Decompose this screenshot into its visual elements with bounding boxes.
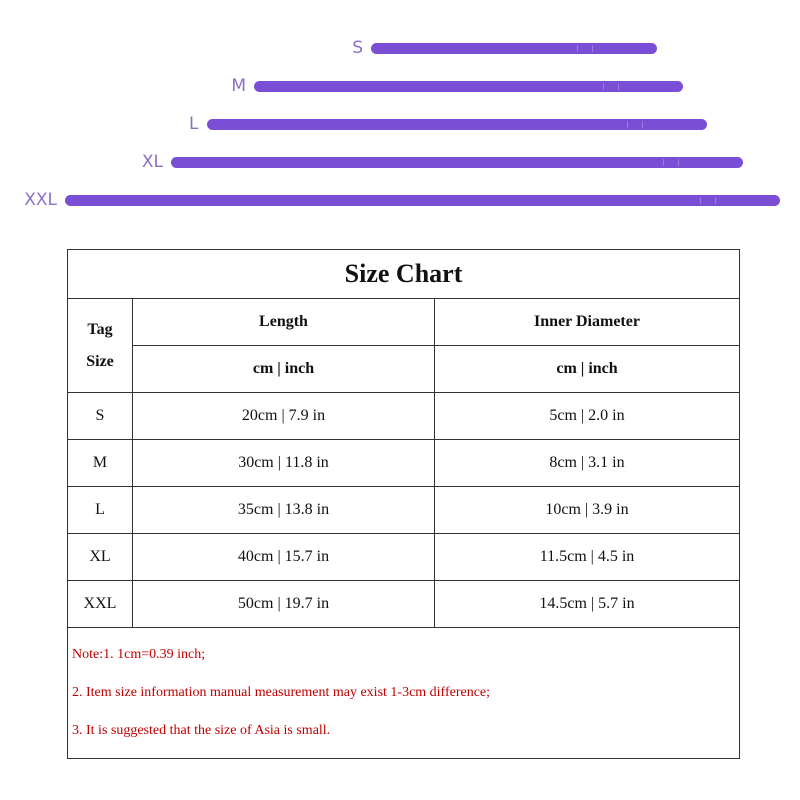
bar-seam bbox=[577, 45, 593, 52]
table-row bbox=[68, 440, 740, 487]
bar-label-l: L bbox=[189, 114, 199, 134]
size-cell: M bbox=[68, 440, 133, 487]
inner-diameter-header: Inner Diameter bbox=[435, 299, 740, 346]
length-unit-header: cm | inch bbox=[133, 346, 435, 393]
tag-size-header-line1: Tag bbox=[87, 320, 113, 338]
table-row bbox=[68, 581, 740, 628]
length-cell: 40cm | 15.7 in bbox=[133, 534, 435, 581]
length-cell: 50cm | 19.7 in bbox=[133, 581, 435, 628]
bar-seam bbox=[700, 197, 716, 204]
size-bar-s bbox=[371, 43, 657, 54]
note-line-1: Note:1. 1cm=0.39 inch; bbox=[72, 647, 206, 662]
size-bar-l bbox=[207, 119, 708, 130]
note-line-3: 3. It is suggested that the size of Asia is small. bbox=[72, 723, 331, 738]
size-bar-m bbox=[254, 81, 683, 92]
bar-label-m: M bbox=[231, 76, 246, 96]
bar-label-xl: XL bbox=[141, 152, 163, 172]
length-cell: 30cm | 11.8 in bbox=[133, 440, 435, 487]
bar-label-s: S bbox=[352, 38, 363, 58]
length-cell: 20cm | 7.9 in bbox=[133, 393, 435, 440]
tag-size-header-line2: Size bbox=[86, 352, 114, 370]
size-chart-table bbox=[67, 249, 740, 759]
bar-seam bbox=[663, 159, 679, 166]
size-bars-illustration bbox=[0, 0, 800, 230]
diameter-cell: 14.5cm | 5.7 in bbox=[435, 581, 740, 628]
table-row bbox=[68, 487, 740, 534]
bar-seam bbox=[627, 121, 643, 128]
length-cell: 35cm | 13.8 in bbox=[133, 487, 435, 534]
bar-label-xxl: XXL bbox=[24, 190, 57, 210]
length-header: Length bbox=[133, 299, 435, 346]
size-bar-xl bbox=[171, 157, 743, 168]
notes-cell bbox=[68, 628, 740, 759]
size-chart-title: Size Chart bbox=[68, 250, 740, 299]
diameter-cell: 8cm | 3.1 in bbox=[435, 440, 740, 487]
size-cell: L bbox=[68, 487, 133, 534]
diameter-cell: 5cm | 2.0 in bbox=[435, 393, 740, 440]
size-cell: XL bbox=[68, 534, 133, 581]
diameter-cell: 10cm | 3.9 in bbox=[435, 487, 740, 534]
tag-size-header bbox=[68, 299, 133, 393]
size-cell: XXL bbox=[68, 581, 133, 628]
size-cell: S bbox=[68, 393, 133, 440]
diameter-unit-header: cm | inch bbox=[435, 346, 740, 393]
table-row bbox=[68, 393, 740, 440]
note-line-2: 2. Item size information manual measurement may exist 1-3cm difference; bbox=[72, 685, 491, 700]
size-bar-xxl bbox=[65, 195, 780, 206]
bar-seam bbox=[603, 83, 619, 90]
table-row bbox=[68, 534, 740, 581]
diameter-cell: 11.5cm | 4.5 in bbox=[435, 534, 740, 581]
